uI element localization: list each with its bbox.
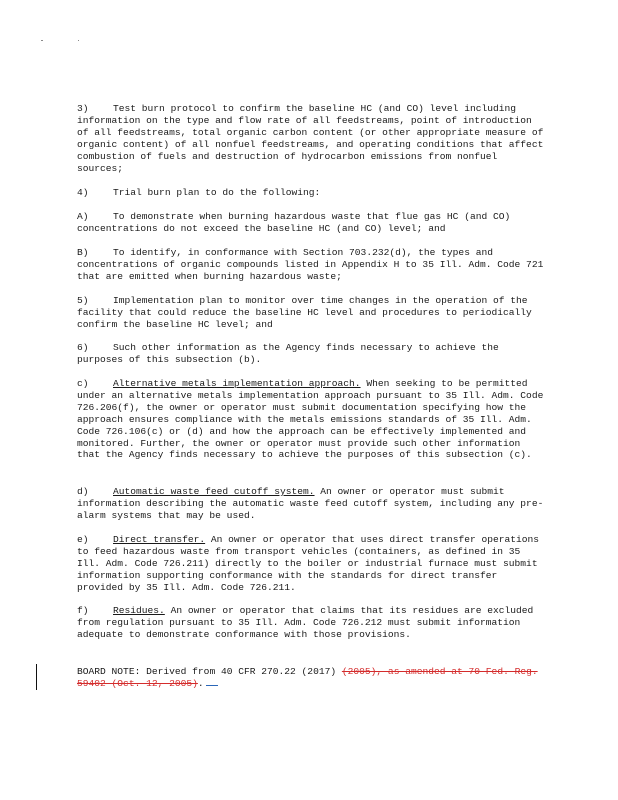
item-text: To identify, in conformance with Section 703.232(d), the types and concentrations of organic compounds listed in Appendix H to 35 Ill. Adm. Code 721 that are emitted when burning hazardous waste; xyxy=(77,247,544,282)
item-label: d) xyxy=(77,486,89,497)
insertion-mark xyxy=(206,685,218,686)
item-label: f) xyxy=(77,605,89,616)
item-heading: Alternative metals implementation approach. xyxy=(113,378,361,389)
item-text: Test burn protocol to confirm the baseline HC (and CO) level including information on the type and flow rate of all feedstreams, point of introduction of all feedstreams, total organic carbon content (or other appropriate measure of organic content) of all nonfuel feedstreams, and operating conditions that affect combustion of fuels and destruction of hydrocarbon emissions from nonfuel sources; xyxy=(77,103,544,174)
item-label: 6) xyxy=(77,342,89,353)
item-label: 5) xyxy=(77,295,89,306)
scan-speck xyxy=(41,40,43,41)
item-text: An owner or operator must submit information describing the automatic waste feed cutoff system, including any pre-alarm systems that may be used. xyxy=(77,486,544,521)
item-f-paragraph xyxy=(77,605,547,641)
item-b-paragraph xyxy=(77,247,547,283)
board-note-deleted-text: (2005), as amended at 70 Fed. Reg. 59402 (Oct. 12, 2005) xyxy=(77,666,538,689)
board-note-period: . xyxy=(197,677,204,689)
item-text: An owner or operator that uses direct transfer operations to feed hazardous waste from transport vehicles (containers, as defined in 35 Ill. Adm. Code 726.211) directly to the boiler or industrial furnace must submit information supporting conformance with the standards for direct transfer provided by 35 Ill. Adm. Code 726.211. xyxy=(77,534,540,593)
item-e-paragraph xyxy=(77,534,547,594)
item-text: Implementation plan to monitor over time changes in the operation of the facility that could reduce the baseline HC level and procedures to periodically confirm the baseline HC level; and xyxy=(77,295,532,330)
item-text: To demonstrate when burning hazardous waste that flue gas HC (and CO) concentrations do not exceed the baseline HC (and CO) level; and xyxy=(77,211,511,234)
scan-speck xyxy=(78,40,79,41)
item-label: 3) xyxy=(77,103,89,114)
item-c-paragraph xyxy=(77,378,547,461)
item-4-paragraph xyxy=(77,187,547,199)
item-label: A) xyxy=(77,211,89,222)
item-label: 4) xyxy=(77,187,89,198)
item-text: Trial burn plan to do the following: xyxy=(113,187,321,198)
board-note xyxy=(77,666,547,690)
item-a-paragraph xyxy=(77,211,547,235)
board-note-prefix: BOARD NOTE: xyxy=(77,666,141,677)
item-text: When seeking to be permitted under an alternative metals implementation approach pursuant to 35 Ill. Adm. Code 726.206(f), the owner or operator must submit documentation specifying how the approach ensures compliance with the metals emissions standards of 35 Ill. Adm. Code 726.106(c) or (d) and how the approach can be effectively implemented and monitored. Further, the owner or operator must provide such other information that the Agency finds necessary to achieve the purposes of this subsection (c). xyxy=(77,378,544,461)
item-text: Such other information as the Agency finds necessary to achieve the purposes of this subsection (b). xyxy=(77,342,499,365)
board-note-derived: Derived from 40 CFR 270.22 (2017) xyxy=(146,666,337,677)
item-label: c) xyxy=(77,378,89,389)
item-label: B) xyxy=(77,247,89,258)
revision-change-bar xyxy=(36,664,37,690)
item-text: An owner or operator that claims that its residues are excluded from regulation pursuant to 35 Ill. Adm. Code 726.212 must submit information adequate to demonstrate conformance with those provisions. xyxy=(77,605,534,640)
item-6-paragraph xyxy=(77,342,547,366)
item-label: e) xyxy=(77,534,89,545)
item-heading: Residues. xyxy=(113,605,165,616)
item-5-paragraph xyxy=(77,295,547,331)
item-d-paragraph xyxy=(77,486,547,522)
item-3-paragraph xyxy=(77,103,547,174)
item-heading: Direct transfer. xyxy=(113,534,206,545)
item-heading: Automatic waste feed cutoff system. xyxy=(113,486,315,497)
